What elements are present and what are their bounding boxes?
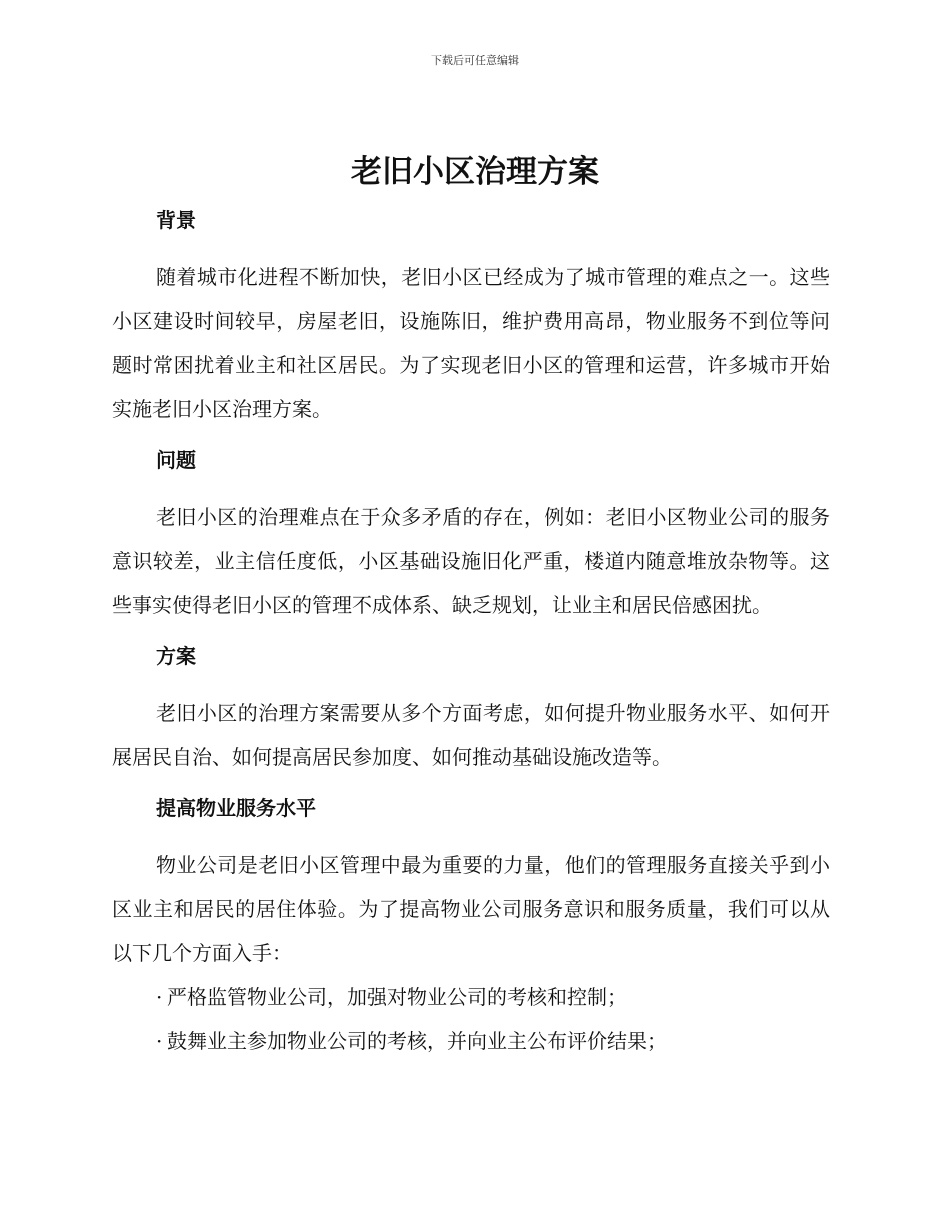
document-title: 老旧小区治理方案 xyxy=(351,154,599,190)
section-heading-property-service: 提高物业服务水平 xyxy=(156,796,316,820)
section-heading-plan: 方案 xyxy=(156,644,196,668)
bullet-item xyxy=(112,975,830,1019)
section-paragraph-background: 随着城市化进程不断加快，老旧小区已经成为了城市管理的难点之一。这些小区建设时间较早，房屋老旧，设施陈旧，维护费用高昂，物业服务不到位等问题时常困扰着业主和社区居民。为了实现老旧小区的管理和运营，许多城市开始实施老旧小区治理方案。 xyxy=(112,265,830,421)
bullet-dot-icon: · xyxy=(156,985,163,1009)
bullet-dot-icon: · xyxy=(156,1029,163,1053)
bullet-item xyxy=(112,1019,830,1063)
section-heading-problem: 问题 xyxy=(156,448,196,472)
page-header-note: 下载后可任意编辑 xyxy=(431,54,519,67)
section-paragraph-property-service: 物业公司是老旧小区管理中最为重要的力量，他们的管理服务直接关乎到小区业主和居民的居住体验。为了提高物业公司服务意识和服务质量，我们可以从以下几个方面入手： xyxy=(112,853,830,965)
section-paragraph-plan: 老旧小区的治理方案需要从多个方面考虑，如何提升物业服务水平、如何开展居民自治、如何提高居民参加度、如何推动基础设施改造等。 xyxy=(112,701,830,769)
document-body xyxy=(112,201,830,1063)
bullet-item-text: 鼓舞业主参加物业公司的考核，并向业主公布评价结果； xyxy=(167,1029,667,1053)
section-paragraph-problem: 老旧小区的治理难点在于众多矛盾的存在，例如：老旧小区物业公司的服务意识较差，业主信任度低，小区基础设施旧化严重，楼道内随意堆放杂物等。这些事实使得老旧小区的管理不成体系、缺乏规划，让业主和居民倍感困扰。 xyxy=(112,505,830,617)
section-heading-background: 背景 xyxy=(156,208,196,232)
bullet-item-text: 严格监管物业公司，加强对物业公司的考核和控制； xyxy=(167,985,627,1009)
